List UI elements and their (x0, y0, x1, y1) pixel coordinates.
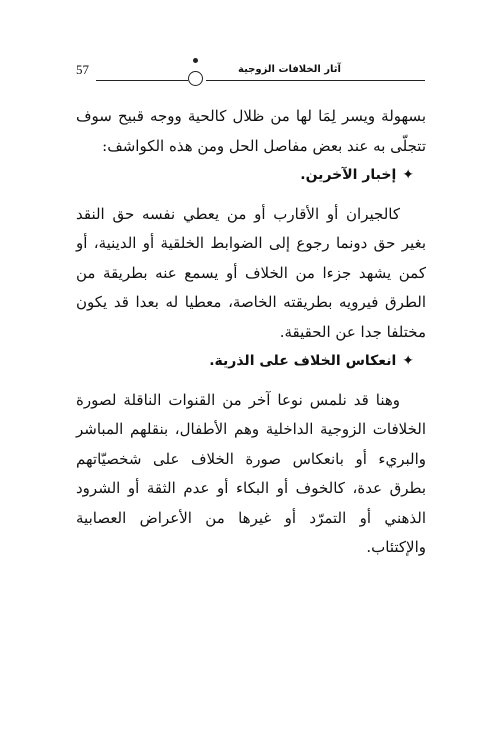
ornament-dot (193, 58, 198, 63)
header-rule-left (96, 80, 188, 81)
ornament-ring (188, 71, 203, 86)
section-heading-2 (76, 347, 426, 377)
running-header-title: آثار الخلافات الزوجية (238, 64, 341, 75)
section-heading-2-text: انعكاس الخلاف على الذرية. (209, 353, 397, 369)
star-bullet-icon: ✦ (402, 353, 414, 369)
paragraph-3: وهنا قد نلمس نوعا آخر من القنوات الناقلة لصورة الخلافات الزوجية الداخلية وهم الأطفال، بنقلهم المباشر والبريء أو بانعكاس صورة الخلاف على شخصيّاتهم بطرق عدة، كالخوف أو البكاء أو عدم الثقة أو الشرود الذهني أو التمرّد أو غيرها من الأعراض العصابية والإكتئاب. (76, 390, 426, 556)
star-bullet-icon: ✦ (402, 167, 414, 183)
paragraph-2: كالجيران أو الأقارب أو من يعطي نفسه حق النقد بغير حق دونما رجوع إلى الضوابط الخلقية أو الدينية، أو كمن يشهد جزءا من الخلاف أو يسمع عنه بطريقة من الطرق فيرويه بطريقته الخاصة، معطيا له بعدا قد يكون مختلفا جدا عن الحقيقة. (76, 204, 426, 341)
section-heading-1 (76, 161, 426, 191)
page-number: 57 (76, 62, 89, 77)
paragraph-1: بسهولة ويسر لِمَا لها من ظلال كالحية ووجه قبيح سوف تتجلّى به عند بعض مفاصل الحل ومن هذه الكواشف: (76, 107, 426, 155)
page-body (76, 102, 426, 563)
section-heading-1-text: إخبار الآخرين. (300, 167, 397, 183)
header-rule-right (206, 80, 425, 81)
